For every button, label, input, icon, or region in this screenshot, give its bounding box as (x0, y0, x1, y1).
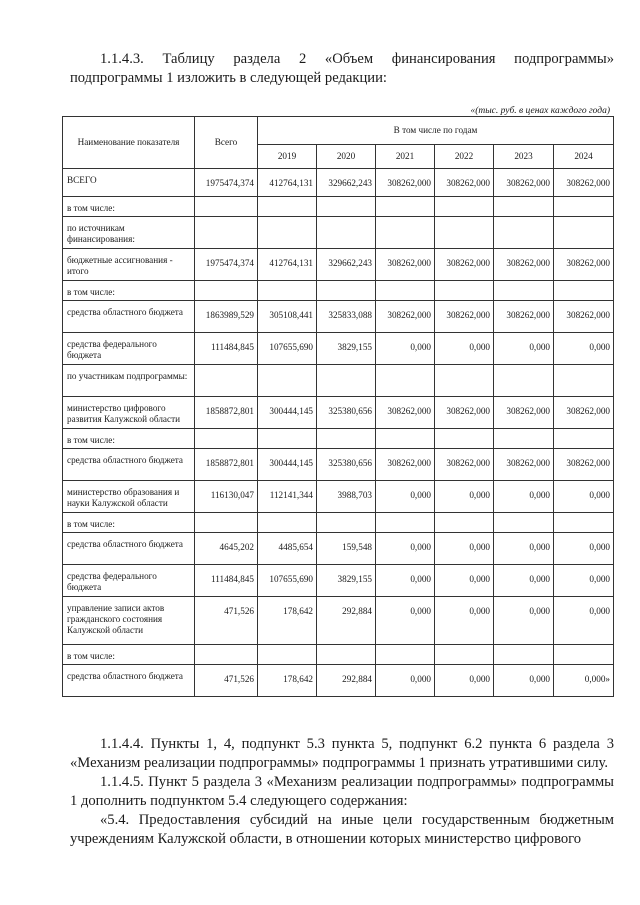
table-row (63, 197, 614, 217)
row-value: 308262,000 (554, 449, 614, 481)
row-label: в том числе: (63, 429, 195, 449)
row-value: 0,000 (376, 533, 435, 565)
table-row (63, 645, 614, 665)
row-value: 0,000 (494, 533, 554, 565)
table-row (63, 513, 614, 533)
row-value (435, 365, 494, 397)
row-value (195, 281, 258, 301)
row-value (258, 217, 317, 249)
row-value: 329662,243 (317, 169, 376, 197)
row-value (195, 197, 258, 217)
row-value (554, 429, 614, 449)
row-value (376, 281, 435, 301)
row-value: 329662,243 (317, 249, 376, 281)
paragraph-1-1-4-4 (70, 735, 614, 773)
row-value: 107655,690 (258, 565, 317, 597)
row-value: 308262,000 (494, 169, 554, 197)
row-value: 107655,690 (258, 333, 317, 365)
row-value (435, 217, 494, 249)
row-label: средства федерального бюджета (63, 565, 195, 597)
row-label: средства областного бюджета (63, 533, 195, 565)
row-value (435, 197, 494, 217)
row-value: 292,884 (317, 665, 376, 697)
row-label: средства федерального бюджета (63, 333, 195, 365)
row-value: 0,000 (435, 597, 494, 645)
row-value (494, 429, 554, 449)
table-row (63, 533, 614, 565)
table-row (63, 565, 614, 597)
row-value (195, 429, 258, 449)
intro-paragraph (70, 50, 614, 88)
row-value: 471,526 (195, 665, 258, 697)
row-value (494, 217, 554, 249)
row-value: 0,000 (435, 533, 494, 565)
table-row (63, 217, 614, 249)
row-value: 305108,441 (258, 301, 317, 333)
row-value (554, 365, 614, 397)
row-value: 0,000» (554, 665, 614, 697)
row-value: 292,884 (317, 597, 376, 645)
row-value: 111484,845 (195, 565, 258, 597)
table-row (63, 665, 614, 697)
row-value (195, 645, 258, 665)
row-value: 178,642 (258, 665, 317, 697)
header-year: 2021 (376, 145, 435, 169)
row-value (494, 281, 554, 301)
row-value: 325380,656 (317, 397, 376, 429)
row-value: 1975474,374 (195, 249, 258, 281)
header-year: 2024 (554, 145, 614, 169)
row-value: 0,000 (554, 333, 614, 365)
row-value (195, 217, 258, 249)
row-value: 0,000 (494, 565, 554, 597)
row-value (435, 281, 494, 301)
row-value: 178,642 (258, 597, 317, 645)
row-value: 308262,000 (435, 301, 494, 333)
table-header-row (63, 117, 614, 145)
table-row (63, 169, 614, 197)
row-label: бюджетные ассигнования - итого (63, 249, 195, 281)
row-value: 300444,145 (258, 449, 317, 481)
row-label: средства областного бюджета (63, 665, 195, 697)
row-value (195, 513, 258, 533)
row-value (376, 365, 435, 397)
row-value (376, 197, 435, 217)
row-value: 0,000 (554, 565, 614, 597)
row-value: 308262,000 (494, 397, 554, 429)
row-value: 0,000 (554, 597, 614, 645)
row-value (554, 513, 614, 533)
row-value: 0,000 (554, 533, 614, 565)
row-value (317, 365, 376, 397)
row-label: управление записи актов гражданского состояния Калужской области (63, 597, 195, 645)
row-value: 0,000 (494, 333, 554, 365)
row-value (317, 197, 376, 217)
row-value: 116130,047 (195, 481, 258, 513)
row-value (435, 513, 494, 533)
row-value: 308262,000 (554, 397, 614, 429)
header-year: 2019 (258, 145, 317, 169)
row-label: средства областного бюджета (63, 449, 195, 481)
row-value: 300444,145 (258, 397, 317, 429)
row-value (494, 513, 554, 533)
row-value (435, 429, 494, 449)
row-value: 1858872,801 (195, 397, 258, 429)
row-value: 308262,000 (376, 249, 435, 281)
row-value: 308262,000 (554, 301, 614, 333)
row-value: 308262,000 (435, 169, 494, 197)
row-value (317, 281, 376, 301)
row-value: 0,000 (376, 565, 435, 597)
row-value (376, 513, 435, 533)
row-value: 325833,088 (317, 301, 376, 333)
paragraph-5-4 (70, 811, 614, 849)
row-value: 0,000 (376, 665, 435, 697)
row-value (258, 429, 317, 449)
paragraph-1-1-4-5 (70, 773, 614, 811)
row-value: 0,000 (376, 481, 435, 513)
row-value: 308262,000 (376, 449, 435, 481)
row-value: 111484,845 (195, 333, 258, 365)
row-value: 4645,202 (195, 533, 258, 565)
row-value: 0,000 (435, 665, 494, 697)
table-row (63, 481, 614, 513)
row-value (554, 281, 614, 301)
units-note: «(тыс. руб. в ценах каждого года) (470, 106, 610, 116)
row-value: 112141,344 (258, 481, 317, 513)
row-label: средства областного бюджета (63, 301, 195, 333)
row-label: министерство образования и науки Калужской области (63, 481, 195, 513)
table-row (63, 333, 614, 365)
row-value (195, 365, 258, 397)
header-year: 2022 (435, 145, 494, 169)
row-label: в том числе: (63, 281, 195, 301)
row-value (317, 217, 376, 249)
row-value: 3829,155 (317, 565, 376, 597)
row-value: 0,000 (494, 481, 554, 513)
row-value (494, 365, 554, 397)
row-value (494, 645, 554, 665)
row-value (554, 197, 614, 217)
paragraph-text: 1.1.4.5. Пункт 5 раздела 3 «Механизм реализации подпрограммы» подпрограммы 1 дополнить подпунктом 5.4 следующего содержания: (70, 774, 614, 809)
row-value (376, 217, 435, 249)
row-label: по участникам подпрограммы: (63, 365, 195, 397)
row-label: в том числе: (63, 197, 195, 217)
row-value (376, 429, 435, 449)
row-value (317, 429, 376, 449)
row-value: 0,000 (376, 333, 435, 365)
row-value: 0,000 (494, 597, 554, 645)
row-value: 308262,000 (435, 249, 494, 281)
row-value: 159,548 (317, 533, 376, 565)
row-value: 471,526 (195, 597, 258, 645)
row-label: министерство цифрового развития Калужской области (63, 397, 195, 429)
header-years-group: В том числе по годам (258, 117, 614, 145)
row-value: 308262,000 (494, 249, 554, 281)
row-value (376, 645, 435, 665)
row-label: в том числе: (63, 513, 195, 533)
row-label: ВСЕГО (63, 169, 195, 197)
header-year: 2020 (317, 145, 376, 169)
row-value (258, 513, 317, 533)
row-label: в том числе: (63, 645, 195, 665)
table-row (63, 365, 614, 397)
row-value (494, 197, 554, 217)
row-value: 308262,000 (494, 301, 554, 333)
row-value (258, 365, 317, 397)
row-value: 0,000 (435, 481, 494, 513)
row-value: 412764,131 (258, 169, 317, 197)
header-name: Наименование показателя (63, 117, 195, 169)
paragraph-text: «5.4. Предоставления субсидий на иные цели государственным бюджетным учреждениям Калужской области, в отношении которых министерство цифрового (70, 812, 614, 847)
table-row (63, 449, 614, 481)
row-value: 1858872,801 (195, 449, 258, 481)
row-value (317, 645, 376, 665)
row-value: 0,000 (376, 597, 435, 645)
row-label: по источникам финансирования: (63, 217, 195, 249)
paragraph-text: 1.1.4.4. Пункты 1, 4, подпункт 5.3 пункта 5, подпункт 6.2 пункта 6 раздела 3 «Механизм реализации подпрограммы» подпрограммы 1 признать утратившими силу. (70, 736, 614, 771)
row-value: 412764,131 (258, 249, 317, 281)
table-row (63, 429, 614, 449)
row-value (258, 645, 317, 665)
row-value: 4485,654 (258, 533, 317, 565)
row-value: 0,000 (435, 565, 494, 597)
row-value (554, 645, 614, 665)
row-value: 308262,000 (376, 397, 435, 429)
table-row (63, 597, 614, 645)
row-value: 0,000 (554, 481, 614, 513)
row-value: 308262,000 (435, 397, 494, 429)
row-value: 308262,000 (435, 449, 494, 481)
row-value: 0,000 (435, 333, 494, 365)
header-total: Всего (195, 117, 258, 169)
row-value: 308262,000 (554, 249, 614, 281)
row-value: 3829,155 (317, 333, 376, 365)
row-value: 308262,000 (376, 301, 435, 333)
financing-table (62, 116, 614, 697)
table-row (63, 397, 614, 429)
row-value (435, 645, 494, 665)
row-value: 1863989,529 (195, 301, 258, 333)
row-value: 308262,000 (494, 449, 554, 481)
table-row (63, 249, 614, 281)
row-value: 308262,000 (376, 169, 435, 197)
header-year: 2023 (494, 145, 554, 169)
intro-text: 1.1.4.3. Таблицу раздела 2 «Объем финансирования подпрограммы» подпрограммы 1 изложить в следующей редакции: (70, 51, 614, 86)
table-row (63, 281, 614, 301)
row-value (317, 513, 376, 533)
row-value (258, 281, 317, 301)
table-row (63, 301, 614, 333)
row-value (554, 217, 614, 249)
row-value (258, 197, 317, 217)
row-value: 308262,000 (554, 169, 614, 197)
row-value: 1975474,374 (195, 169, 258, 197)
row-value: 0,000 (494, 665, 554, 697)
row-value: 325380,656 (317, 449, 376, 481)
row-value: 3988,703 (317, 481, 376, 513)
